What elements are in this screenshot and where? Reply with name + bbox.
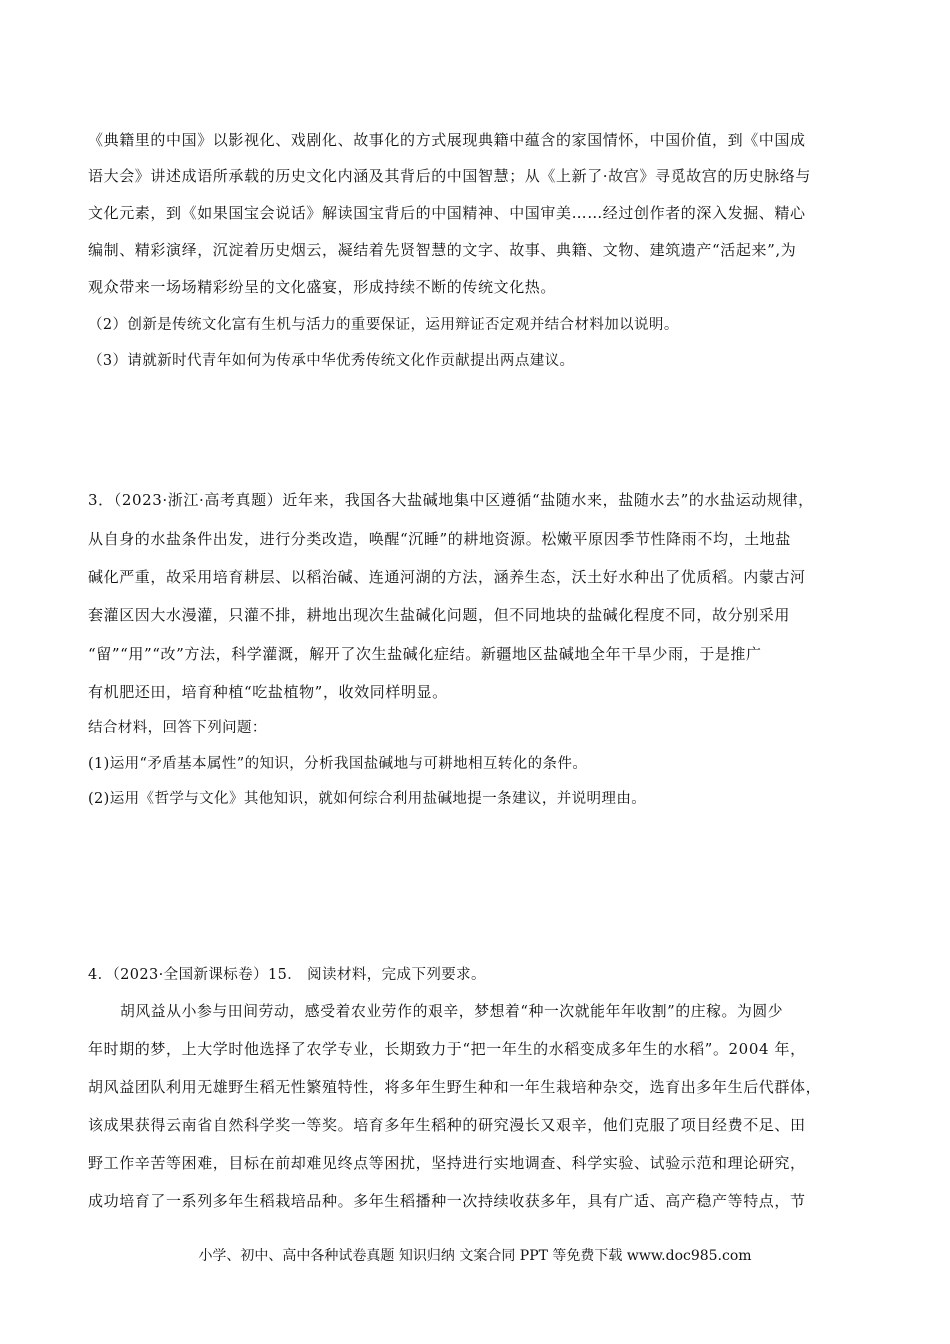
paragraph-line: 套灌区因大水漫灌，只灌不排，耕地出现次生盐碱化问题，但不同地块的盐碱化程度不同，故分别采用	[88, 606, 791, 624]
paragraph-line: 胡风益团队利用无雄野生稻无性繁殖特性，将多年生野生种和一年生栽培种杂交，选育出多年生后代群体，	[88, 1078, 822, 1096]
paragraph-line: 有机肥还田，培育种植“吃盐植物”，收效同样明显。	[88, 683, 448, 701]
paragraph-line: 编制、精彩演绎，沉淀着历史烟云，凝结着先贤智慧的文字、故事、典籍、文物、建筑遗产“活起来”,为	[88, 241, 797, 259]
question-2-2: （2）创新是传统文化富有生机与活力的重要保证，运用辩证否定观并结合材料加以说明。	[88, 317, 679, 333]
paragraph-line: 野工作辛苦等困难，目标在前却难见终点等困扰，坚持进行实地调查、科学实验、试验示范和理论研究，	[88, 1154, 806, 1172]
question-2-3: （3）请就新时代青年如何为传承中华优秀传统文化作贡献提出两点建议。	[88, 353, 575, 369]
paragraph-line: 成功培育了一系列多年生稻栽培品种。多年生稻播种一次持续收获多年，具有广适、高产稳产等特点，节	[88, 1192, 806, 1210]
question-4-heading: 4．（2023·全国新课标卷）15． 阅读材料，完成下列要求。	[88, 967, 486, 983]
paragraph-line: 胡风益从小参与田间劳动，感受着农业劳作的艰辛，梦想着“种一次就能年年收割”的庄稼。为圆少	[120, 1002, 784, 1020]
question-3-heading: 3．（2023·浙江·高考真题）近年来，我国各大盐碱地集中区遵循“盐随水来，盐随水去”的水盐运动规律，	[88, 491, 814, 509]
paragraph-line: “留”“用”“改”方法，科学灌溉，解开了次生盐碱化症结。新疆地区盐碱地全年干旱少雨，于是推广	[88, 645, 762, 663]
question-3-1: (1)运用“矛盾基本属性”的知识，分析我国盐碱地与可耕地相互转化的条件。	[88, 756, 588, 772]
paragraph-line: 碱化严重，故采用培育耕层、以稻治碱、连通河湖的方法，涵养生态，沃土好水种出了优质稻。内蒙古河	[88, 568, 806, 586]
paragraph-line: 从自身的水盐条件出发，进行分类改造，唤醒“沉睡”的耕地资源。松嫩平原因季节性降雨不均，土地盐	[88, 530, 791, 548]
paragraph-line: 《典籍里的中国》以影视化、戏剧化、故事化的方式展现典籍中蕴含的家国情怀，中国价值，到《中国成	[88, 131, 806, 149]
paragraph-line: 年时期的梦，上大学时他选择了农学专业，长期致力于“把一年生的水稻变成多年生的水稻”。2004 年，	[88, 1040, 806, 1058]
page-footer: 小学、初中、高中各种试卷真题 知识归纳 文案合同 PPT 等免费下载 www.doc985.com	[198, 1248, 752, 1264]
question-3-2: (2)运用《哲学与文化》其他知识，就如何综合利用盐碱地提一条建议，并说明理由。	[88, 791, 647, 807]
paragraph-line: 该成果获得云南省自然科学奖一等奖。培育多年生稻种的研究漫长又艰辛，他们克服了项目经费不足、田	[88, 1116, 806, 1134]
paragraph-line: 语大会》讲述成语所承载的历史文化内涵及其背后的中国智慧；从《上新了·故宫》寻觅故宫的历史脉络与	[88, 167, 811, 185]
question-3-prompt: 结合材料，回答下列问题：	[88, 720, 267, 736]
paragraph-line: 观众带来一场场精彩纷呈的文化盛宴，形成持续不断的传统文化热。	[88, 278, 557, 296]
paragraph-line: 文化元素，到《如果国宝会说话》解读国宝背后的中国精神、中国审美……经过创作者的深入发掘、精心	[88, 204, 806, 222]
